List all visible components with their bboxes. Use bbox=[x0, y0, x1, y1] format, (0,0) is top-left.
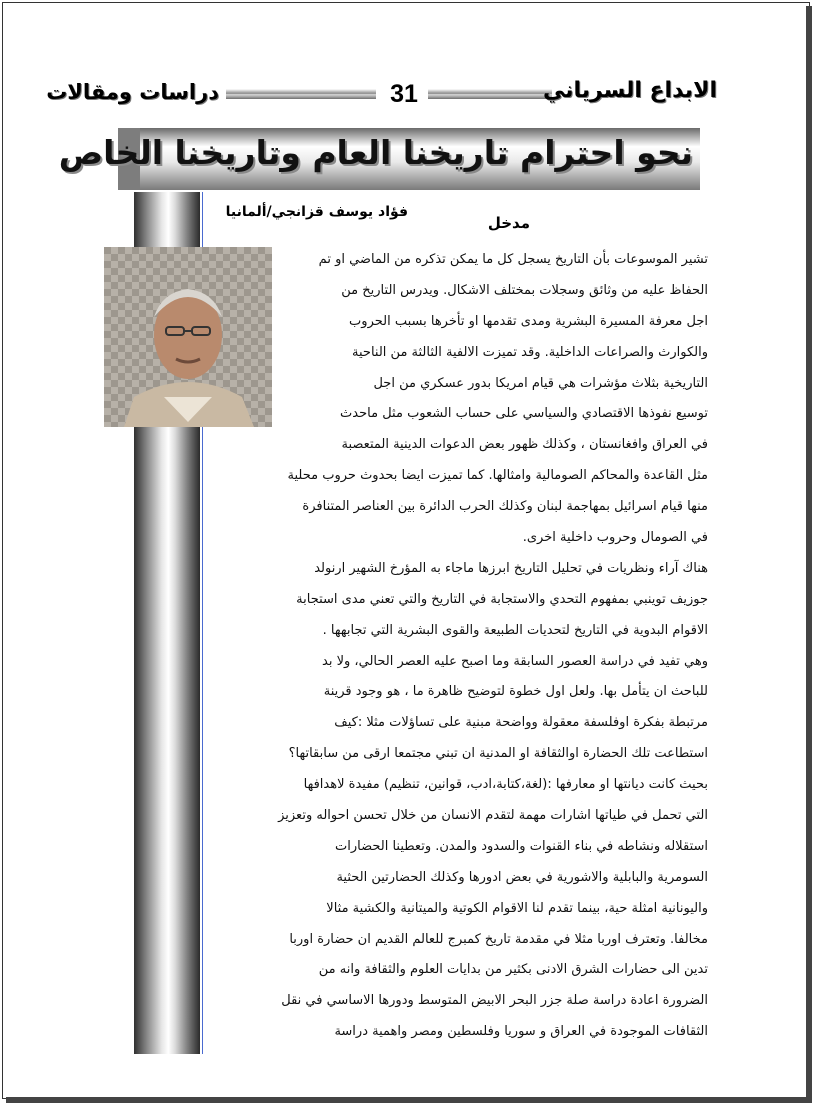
article-body bbox=[212, 245, 708, 1045]
body-line: الحفاظ عليه من وثائق وسجلات بمختلف الاشكال. ويدرس التاريخ من bbox=[341, 282, 708, 298]
body-line: في العراق وافغانستان ، وكذلك ظهور بعض الدعوات الدينية المتعصبة bbox=[341, 437, 708, 453]
header-rule-right bbox=[428, 89, 552, 99]
header-rule-left bbox=[226, 89, 376, 99]
body-line: استطاعت تلك الحضارة اوالثقافة او المدنية ان تبني مجتمعا ارقى من سابقاتها؟ bbox=[288, 746, 708, 762]
body-line: الاقوام البدوية في التاريخ لتحديات الطبيعة والقوى البشرية التي تجابهها . bbox=[322, 622, 708, 638]
magazine-name: الابداع السرياني bbox=[542, 78, 717, 103]
body-line: توسيع نفوذها الاقتصادي والسياسي على حساب الشعوب مثل ماحدث bbox=[340, 406, 708, 422]
body-line: تشير الموسوعات بأن التاريخ يسجل كل ما يمكن تذكره من الماضي او تم bbox=[318, 252, 708, 267]
page-shadow-right bbox=[806, 6, 812, 1103]
body-line: تدين الى حضارات الشرق الادنى بكثير من بدايات العلوم والثقافة وانه من bbox=[318, 962, 708, 978]
body-line: مرتبطة بفكرة اوفلسفة معقولة وواضحة مبنية على تساؤلات مثلا :كيف bbox=[334, 715, 708, 731]
body-line: التي تحمل في طياتها اشارات مهمة لتقدم الانسان من خلال تحسن احواله وتعزيز bbox=[278, 808, 708, 824]
page-number: 31 bbox=[390, 80, 418, 108]
body-line: جوزيف توينبي بمفهوم التحدي والاستجابة في التاريخ والتي تعني مدى استجابة bbox=[296, 591, 708, 607]
body-line: السومرية والبابلية والاشورية في بعض ادورها وكذلك الحضارتين الحثية bbox=[336, 869, 708, 885]
body-line: للباحث ان يتأمل بها. ولعل اول خطوة لتوضيح ظاهرة ما ، هو وجود قرينة bbox=[323, 684, 708, 700]
body-line: اجل معرفة المسيرة البشرية ومدى تقدمها او تأخرها بسبب الحروب bbox=[349, 313, 708, 329]
body-line: مخالفا. وتعترف اوربا مثلا في مقدمة تاريخ كمبرج للعالم القديم ان حضارة اوربا bbox=[289, 931, 708, 947]
intro-heading: مدخل bbox=[487, 214, 530, 232]
article-title: نحو احترام تاريخنا العام وتاريخنا الخاص bbox=[58, 133, 693, 172]
body-line: والكوارث والصراعات الداخلية. وقد تميزت الالفية الثالثة من الناحية bbox=[352, 344, 708, 360]
body-line: بحيث كانت ديانتها او معارفها :(لغة،كتابة،ادب، قوانين، تنظيم) مفيدة لاهدافها bbox=[303, 777, 708, 793]
body-line: هناك آراء ونظريات في تحليل التاريخ ابرزها ماجاء به المؤرخ الشهير ارنولد bbox=[314, 560, 708, 576]
body-line: التاريخية بثلاث مؤشرات هي قيام امريكا بدور عسكري من اجل bbox=[373, 375, 708, 391]
body-line: واليونانية امثلة حية، بينما تقدم لنا الاقوام الكوتية والميتانية والكشية مثالا bbox=[326, 900, 708, 916]
body-line: وهي تفيد في دراسة العصور السابقة وما اصبح عليه العصر الحالي، ولا بد bbox=[322, 653, 708, 669]
body-line: منها قيام اسرائيل بمهاجمة لبنان وكذلك الحرب الدائرة بين العناصر المتنافرة bbox=[302, 499, 708, 515]
body-line: استقلاله ونشاطه في بناء القنوات والسدود والمدن. وتعطينا الحضارات bbox=[335, 838, 708, 854]
body-line: في الصومال وحروب داخلية اخرى. bbox=[522, 530, 708, 546]
section-label: دراسات ومقالات bbox=[46, 80, 219, 104]
page-shadow-bottom bbox=[6, 1097, 812, 1103]
body-line: مثل القاعدة والمحاكم الصومالية وامثالها. كما تميزت ايضا بحدوث حروب محلية bbox=[287, 468, 708, 484]
body-line: الضرورة اعادة دراسة صلة جزر البحر الابيض المتوسط ودورها الاساسي في نقل bbox=[281, 993, 708, 1009]
body-line: الثقافات الموجودة في العراق و سوريا وفلسطين ومصر واهمية دراسة bbox=[334, 1024, 708, 1040]
author-byline: فؤاد يوسف قزانجي/ألمانيا bbox=[225, 204, 408, 220]
